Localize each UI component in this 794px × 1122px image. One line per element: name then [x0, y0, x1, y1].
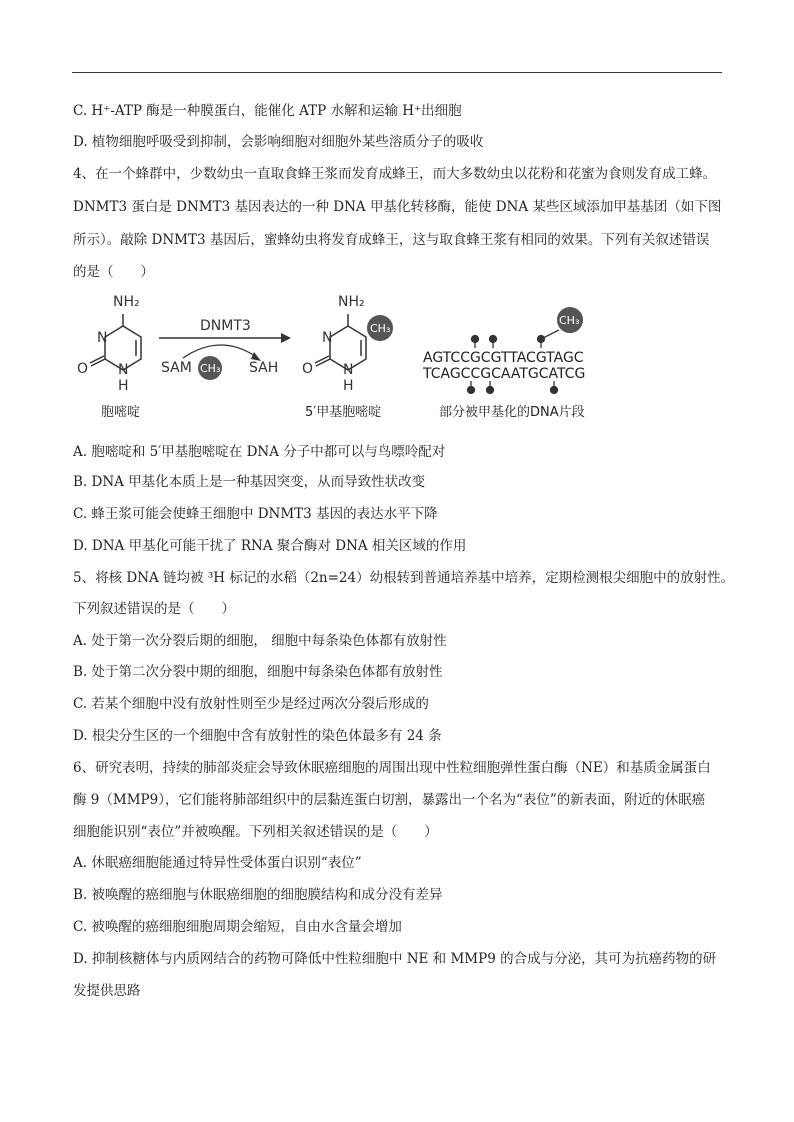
sah-label: SAH	[249, 360, 279, 376]
methylcytosine-nh-label: N	[343, 362, 354, 378]
q3-option-c: C. H⁺-ATP 酶是一种膜蛋白，能催化 ATP 水解和运输 H⁺出细胞	[73, 103, 462, 119]
reaction-arrow	[159, 318, 291, 361]
q4-option-b: B. DNA 甲基化本质上是一种基因突变，从而导致性状改变	[73, 474, 426, 490]
caption-dna-fragment: 部分被甲基化的DNA片段	[439, 405, 585, 420]
q6-option-d-line-1: D. 抑制核糖体与内质网结合的药物可降低中性粒细胞中 NE 和 MMP9 的合成与分泌，其可为抗癌药物的研	[73, 951, 717, 967]
q6-option-a: A. 休眠癌细胞能通过特异性受体蛋白识别“表位”	[73, 855, 362, 871]
header-rule	[72, 72, 722, 73]
sam-ch3-label: CH₃	[200, 362, 221, 375]
cytosine-h-label: H	[118, 378, 129, 394]
methylation-diagram	[73, 286, 613, 426]
methyl-marks-bottom	[468, 381, 558, 394]
q4-option-d: D. DNA 甲基化可能干扰了 RNA 聚合酶对 DNA 相关区域的作用	[73, 538, 467, 554]
q4-stem-line-3: 所示）。敲除 DNMT3 基因后，蜜蜂幼虫将发育成蜂王，这与取食蜂王浆有相同的效果。下列有关叙述错误	[73, 232, 710, 248]
q5-option-b: B. 处于第二次分裂中期的细胞，细胞中每条染色体都有放射性	[73, 664, 443, 680]
dna-bottom-strand: TCAGCCGCAATGCATCG	[423, 366, 586, 382]
q6-stem-line-3: 细胞能识别“表位”并被唤醒。下列相关叙述错误的是（ ）	[73, 824, 438, 840]
caption-methylcytosine: 5′甲基胞嘧啶	[305, 405, 382, 420]
cytosine-nh-label: N	[118, 362, 129, 378]
enzyme-label: DNMT3	[200, 318, 251, 334]
q5-option-a: A. 处于第一次分裂后期的细胞， 细胞中每条染色体都有放射性	[73, 633, 447, 649]
q4-stem-line-1: 4、在一个蜂群中，少数幼虫一直取食蜂王浆而发育成蜂王，而大多数幼虫以花粉和花蜜为食则发育成工蜂。	[73, 166, 717, 182]
q4-option-a: A. 胞嘧啶和 5′甲基胞嘧啶在 DNA 分子中都可以与鸟嘌呤配对	[73, 444, 446, 460]
q6-option-b: B. 被唤醒的癌细胞与休眠癌细胞的细胞膜结构和成分没有差异	[73, 887, 443, 903]
q4-option-c: C. 蜂王浆可能会使蜂王细胞中 DNMT3 基因的表达水平下降	[73, 506, 438, 522]
methyl-ch3-label: CH₃	[370, 322, 391, 335]
q6-option-c: C. 被唤醒的癌细胞细胞周期会缩短，自由水含量会增加	[73, 919, 402, 935]
q6-stem-line-1: 6、研究表明，持续的肺部炎症会导致休眠癌细胞的周围出现中性粒细胞弹性蛋白酶（NE）和基质金属蛋白	[73, 760, 711, 776]
q3-option-d: D. 植物细胞呼吸受到抑制，会影响细胞对细胞外某些溶质分子的吸收	[73, 134, 484, 150]
q6-stem-line-2: 酶 9（MMP9），它们能将肺部组织中的层黏连蛋白切割，暴露出一个名为“表位”的新表面，附近的休眠癌	[73, 792, 706, 808]
q5-option-d: D. 根尖分生区的一个细胞中含有放射性的染色体最多有 24 条	[73, 728, 442, 744]
sam-label: SAM	[161, 360, 192, 376]
q4-stem-line-4: 的是（ ）	[73, 264, 154, 280]
caption-cytosine: 胞嘧啶	[101, 405, 141, 420]
methylcytosine-nh2-label: NH₂	[338, 294, 365, 310]
q5-stem-line-2: 下列叙述错误的是（ ）	[73, 601, 235, 617]
dna-top-strand: AGTCCGCGTTACGTAGC	[423, 350, 584, 366]
methylation-figure	[73, 286, 613, 426]
q5-stem-line-1: 5、将核 DNA 链均被 ³H 标记的水稻（2n=24）幼根转到普通培养基中培养，定期检测根尖细胞中的放射性。	[73, 570, 735, 586]
q4-stem-line-2: DNMT3 蛋白是 DNMT3 基因表达的一种 DNA 甲基化转移酶，能使 DNA 某些区域添加甲基基团（如下图	[73, 199, 722, 215]
cytosine-o-label: O	[77, 361, 89, 377]
dna-ch3-label: CH₃	[559, 314, 580, 327]
methylcytosine-h-label: H	[343, 378, 354, 394]
methyl-marks-top	[472, 336, 545, 349]
cytosine-nh2-label: NH₂	[113, 294, 140, 310]
cytosine-n-label: N	[97, 330, 108, 346]
methylcytosine-o-label: O	[302, 361, 314, 377]
methylcytosine-n-label: N	[322, 330, 333, 346]
q5-option-c: C. 若某个细胞中没有放射性则至少是经过两次分裂后形成的	[73, 696, 429, 712]
q6-option-d-line-2: 发提供思路	[73, 983, 141, 999]
